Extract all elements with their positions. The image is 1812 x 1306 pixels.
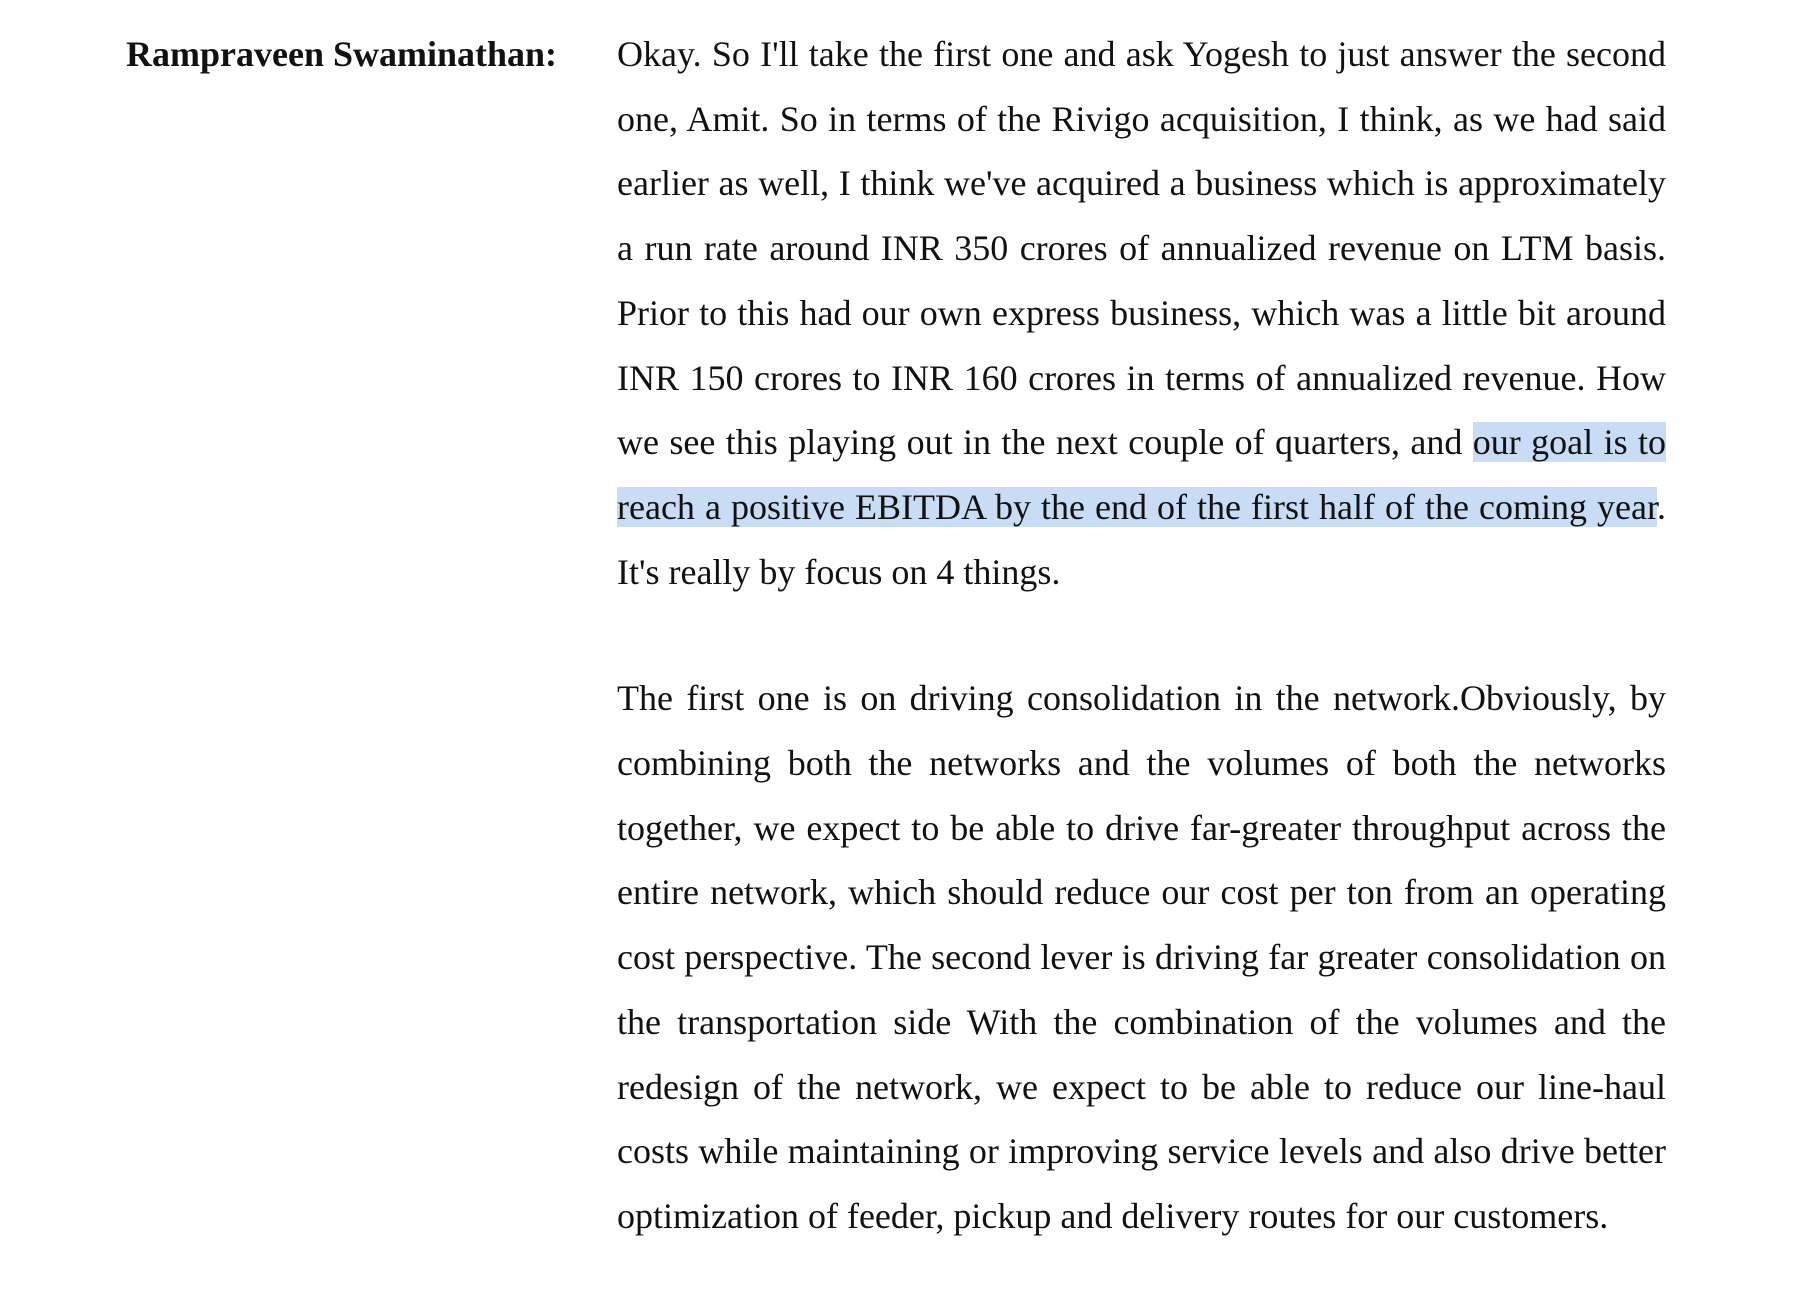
paragraph-1-text-after: . It's really by focus on 4 things.: [617, 486, 1666, 592]
paragraph-1: [617, 0, 1666, 604]
speaker-name: Rampraveen Swaminathan:: [126, 34, 558, 74]
paragraph-1-text-before: Okay. So I'll take the first one and ask Yogesh to just answer the second one, Amit. So in terms of the Rivigo acquisition, I think, as we had said earlier as well, I think we've acquired a business which is approximately a run rate around INR 350 crores of annualized revenue on LTM basis. Prior to this had our own express business, which was a little bit around INR 150 crores to INR 160 crores in terms of annualized revenue. How we see this playing out in the next couple of quarters, and: [617, 34, 1666, 463]
paragraph-2: The first one is on driving consolidation in the network.Obviously, by combining both the networks and the volumes of both the networks together, we expect to be able to drive far-greater throughput across the entire network, which should reduce our cost per ton from an operating cost perspective. The second lever is driving far greater consolidation on the transportation side With the combination of the volumes and the redesign of the network, we expect to be able to reduce our line-haul costs while maintaining or improving service levels and also drive better optimization of feeder, pickup and delivery routes for our customers.: [617, 678, 1666, 1236]
speech-body: [617, 0, 1666, 1249]
selected-text-highlight[interactable]: our goal is to reach a positive EBITDA by the end of the first half of the coming year: [617, 422, 1666, 527]
